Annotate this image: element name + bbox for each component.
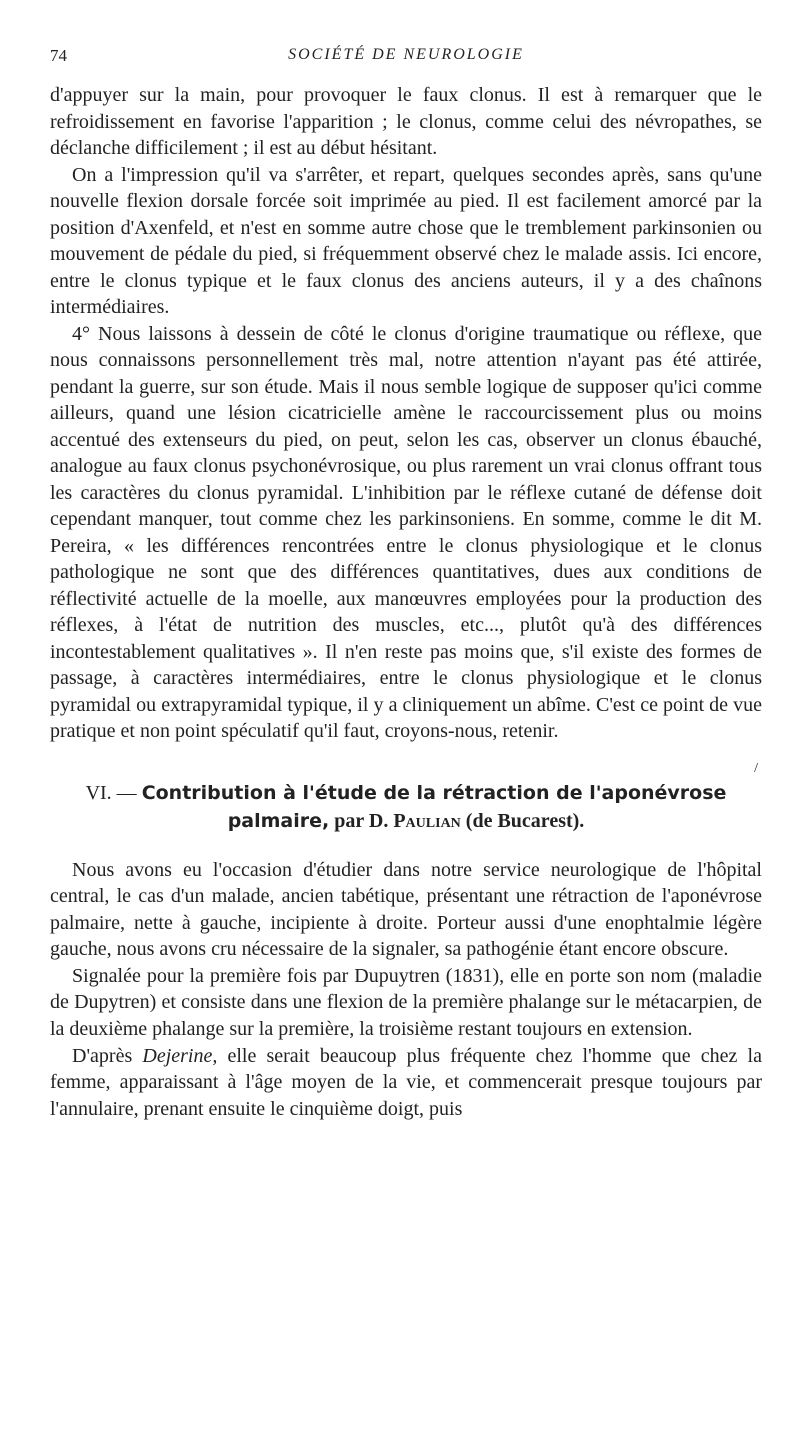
dejerine-text: elle serait beaucoup plus fréquente chez l'homme que chez la femme, apparaissant à l'âge moyen de la vie, et commencerait presque toujours par l'annulaire, prenant ensuite le cinquième doigt, puis: [50, 1044, 762, 1120]
paragraph-dejerine: [50, 1043, 762, 1123]
journal-title: SOCIÉTÉ DE NEUROLOGIE: [288, 46, 524, 63]
section-title-continued: palmaire,: [227, 809, 330, 832]
paragraph-continued: d'appuyer sur la main, pour provoquer le faux clonus. Il est à remarquer que le refroidissement en favorise l'apparition ; le clonus, comme celui des névropathes, se déclanche difficilement ; il est au début hésitant.: [50, 84, 762, 159]
top-text-block: [50, 82, 762, 745]
page-number: 74: [50, 46, 67, 65]
byline-prefix: par D.: [334, 809, 389, 832]
author-affiliation: (de Bucarest).: [465, 809, 585, 832]
dejerine-name: Dejerine,: [142, 1044, 218, 1067]
section-text-block: [50, 857, 762, 1123]
section-title: [50, 779, 762, 835]
dejerine-prefix: D'après: [72, 1044, 133, 1067]
section-number: VI. —: [85, 781, 137, 804]
section-title-main: Contribution à l'étude de la rétraction de l'aponévrose: [141, 781, 727, 804]
section-mark: /: [754, 760, 758, 776]
author-name: Paulian: [393, 809, 461, 832]
paragraph-point-4: 4° Nous laissons à dessein de côté le clonus d'origine traumatique ou réflexe, que nous connaissons personnellement très mal, notre attention n'ayant pas été attirée, pendant la guerre, sur son étude. Mais il nous semble logique de supposer qu'ici comme ailleurs, quand une lésion cicatricielle amène le raccourcissement plus ou moins accentué des extenseurs du pied, on peut, selon les cas, observer un clonus ébauché, analogue au faux clonus psychonévrosique, ou plus rarement un vrai clonus offrant tous les caractères du clonus pyramidal. L'inhibition par le réflexe cutané de défense doit cependant manquer, tout comme chez les parkinsoniens. En somme, comme le dit M. Pereira, « les différences rencontrées entre le clonus physiologique et le clonus pathologique ne sont que des différences quantitatives, dues aux conditions de réflectivité actuelle de la moelle, aux manœuvres employées pour la production des réflexes, à l'état de nutrition des muscles, etc..., plutôt qu'à des différences incontestablement qualitatives ». Il n'en reste pas moins que, s'il existe des formes de passage, à caractères intermédiaires, entre le clonus physiologique et le clonus pyramidal ou extrapyramidal typique, il y a cliniquement un abîme. C'est ce point de vue pratique et non point spéculatif qu'il faut, croyons-nous, retenir.: [50, 322, 762, 742]
paragraph-case: Nous avons eu l'occasion d'étudier dans notre service neurologique de l'hôpital central, le cas d'un malade, ancien tabétique, présentant une rétraction de l'aponévrose palmaire, nette à gauche, incipiente à droite. Porteur aussi d'une enophtalmie légère gauche, nous avons cru nécessaire de la signaler, sa pathogénie étant encore obscure.: [50, 858, 762, 961]
page: [50, 46, 762, 1122]
paragraph-dupuytren: Signalée pour la première fois par Dupuytren (1831), elle en porte son nom (maladie de Dupytren) et consiste dans une flexion de la première phalange sur le métacarpien, de la deuxième phalange sur la première, la troisième restant toujours en extension.: [50, 964, 762, 1041]
running-head: [50, 46, 762, 72]
paragraph-impression: On a l'impression qu'il va s'arrêter, et repart, quelques secondes après, sans qu'une nouvelle flexion dorsale forcée soit imprimée au pied. Il est facilement amorcé par la position d'Axenfeld, et n'est en somme autre chose que le tremblement parkinsonien ou mouvement de pédale du pied, si fréquemment observé chez le malade assis. Ici encore, entre le clonus typique et le faux clonus des anciens auteurs, il y a des chaînons intermédiaires.: [50, 163, 762, 318]
